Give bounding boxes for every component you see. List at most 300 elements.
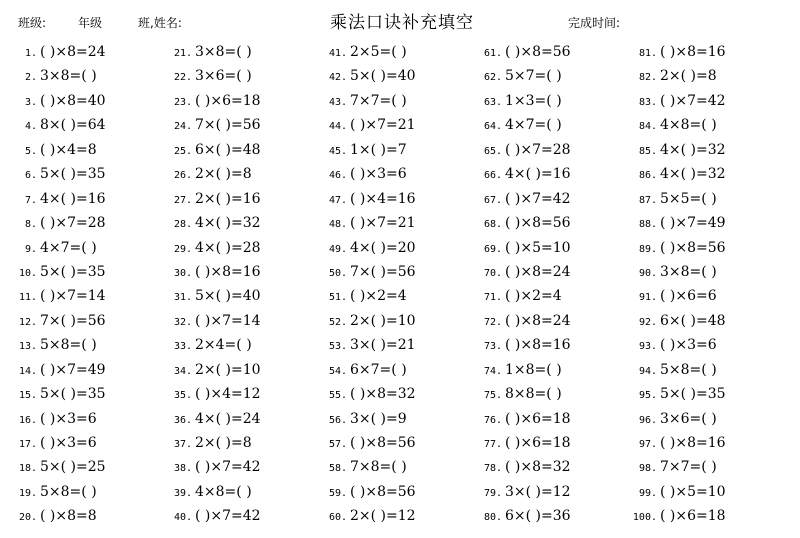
problem-number: 63.	[483, 96, 502, 108]
problem-item	[465, 431, 625, 455]
problem-equation: 6×( )=48	[660, 312, 726, 329]
problem-item	[465, 236, 625, 260]
problem-item	[465, 358, 625, 382]
problem-number: 59.	[328, 487, 347, 499]
problem-number: 78.	[483, 463, 502, 475]
problem-number: 17.	[18, 439, 37, 450]
problem-item	[620, 284, 780, 308]
problem-equation: ( )×2=4	[505, 288, 562, 305]
problem-item	[155, 40, 315, 64]
problem-item	[0, 162, 160, 186]
problem-item	[155, 162, 315, 186]
problem-number: 46.	[328, 170, 347, 182]
problem-number: 55.	[328, 390, 347, 402]
problem-equation: 7×7=( )	[660, 459, 717, 476]
problem-number: 28.	[173, 219, 192, 231]
problem-equation: 7×7=( )	[350, 92, 407, 109]
problem-number: 43.	[328, 96, 347, 108]
problem-item	[0, 309, 160, 333]
problem-equation: 3×( )=12	[505, 483, 571, 500]
problem-item	[0, 382, 160, 406]
completion-time-label: 完成时间:	[568, 16, 621, 30]
problem-item	[620, 455, 780, 479]
problem-number: 47.	[328, 194, 347, 206]
problem-number: 57.	[328, 439, 347, 450]
problem-number: 97.	[638, 439, 657, 450]
problem-equation: 2×( )=12	[350, 508, 416, 525]
problem-number: 27.	[173, 194, 192, 206]
problem-item	[620, 211, 780, 235]
problem-item	[620, 504, 780, 528]
problem-item	[465, 211, 625, 235]
problem-item	[620, 480, 780, 504]
problem-item	[0, 236, 160, 260]
problem-number: 61.	[483, 48, 502, 59]
problem-number: 86.	[638, 170, 657, 182]
problem-equation: 4×( )=20	[350, 239, 416, 256]
problem-item	[0, 504, 160, 528]
problem-equation: 5×8=( )	[40, 483, 97, 500]
problem-number: 65.	[483, 145, 502, 157]
problem-equation: ( )×4=12	[195, 386, 261, 403]
problem-equation: 2×( )=8	[195, 166, 252, 183]
problem-number: 76.	[483, 414, 502, 426]
problem-item	[155, 211, 315, 235]
problem-item	[465, 260, 625, 284]
problem-number: 80.	[483, 512, 502, 524]
problem-equation: ( )×7=42	[195, 459, 261, 476]
problem-number: 53.	[328, 341, 347, 353]
problem-number: 71.	[483, 292, 502, 304]
problem-item	[310, 480, 470, 504]
problem-equation: 2×( )=8	[195, 435, 252, 451]
problem-equation: 5×5=( )	[660, 190, 717, 207]
problem-item	[620, 187, 780, 211]
problem-number: 82.	[638, 72, 657, 84]
problem-number: 100.	[632, 512, 657, 524]
problem-item	[0, 455, 160, 479]
problem-equation: ( )×7=28	[40, 215, 106, 232]
problem-item	[620, 162, 780, 186]
problem-item	[155, 309, 315, 333]
problem-equation: ( )×6=18	[505, 435, 571, 451]
problem-equation: ( )×6=18	[505, 410, 571, 427]
problem-equation: ( )×8=24	[505, 263, 571, 280]
problem-equation: 1×8=( )	[505, 361, 562, 378]
problem-number: 87.	[638, 194, 657, 206]
problem-item	[620, 64, 780, 88]
problem-item	[155, 455, 315, 479]
problem-equation: 1×( )=7	[350, 141, 407, 158]
problem-equation: ( )×7=42	[660, 92, 726, 109]
problem-equation: 5×( )=35	[40, 166, 106, 183]
problem-equation: ( )×7=49	[660, 215, 726, 232]
problem-number: 22.	[173, 72, 192, 84]
problem-item	[310, 89, 470, 113]
problem-item	[310, 40, 470, 64]
problem-item	[155, 187, 315, 211]
problem-number: 25.	[173, 145, 192, 157]
problem-item	[0, 358, 160, 382]
problem-number: 5.	[24, 145, 37, 157]
problem-equation: 2×( )=10	[350, 312, 416, 329]
problem-item	[310, 138, 470, 162]
problem-equation: ( )×8=32	[505, 459, 571, 476]
problem-equation: 4×7=( )	[40, 239, 97, 256]
problem-equation: ( )×8=56	[350, 483, 416, 500]
problem-number: 45.	[328, 145, 347, 157]
problem-item	[0, 480, 160, 504]
problem-number: 4.	[24, 121, 37, 133]
problem-number: 54.	[328, 365, 347, 377]
problem-equation: 4×( )=16	[40, 190, 106, 207]
problem-item	[620, 309, 780, 333]
problem-item	[465, 504, 625, 528]
problem-equation: ( )×4=8	[40, 141, 97, 158]
problem-number: 41.	[328, 48, 347, 59]
problem-number: 50.	[328, 267, 347, 279]
problem-item	[155, 236, 315, 260]
problem-column-3	[310, 40, 470, 529]
class-name-label: 班,姓名:	[138, 16, 182, 30]
problem-number: 49.	[328, 243, 347, 255]
problem-equation: ( )×7=49	[40, 361, 106, 378]
problem-item	[620, 382, 780, 406]
problem-number: 36.	[173, 414, 192, 426]
problem-equation: ( )×7=42	[505, 190, 571, 207]
problem-item	[155, 358, 315, 382]
problem-equation: ( )×5=10	[505, 239, 571, 256]
problem-item	[465, 455, 625, 479]
problem-equation: ( )×8=16	[505, 337, 571, 354]
problem-item	[0, 89, 160, 113]
problem-item	[620, 89, 780, 113]
problem-equation: 3×8=( )	[660, 263, 717, 280]
problem-equation: ( )×3=6	[660, 337, 717, 354]
problem-equation: ( )×4=16	[350, 190, 416, 207]
problem-item	[310, 382, 470, 406]
problem-equation: 6×( )=36	[505, 508, 571, 525]
problem-number: 16.	[18, 414, 37, 426]
problem-number: 30.	[173, 267, 192, 279]
problem-item	[310, 407, 470, 431]
problem-equation: 6×7=( )	[350, 361, 407, 378]
problem-equation: ( )×8=56	[505, 44, 571, 60]
problem-item	[155, 333, 315, 357]
problem-item	[620, 333, 780, 357]
problem-number: 95.	[638, 390, 657, 402]
problem-item	[155, 382, 315, 406]
problem-number: 24.	[173, 121, 192, 133]
problem-column-2	[155, 40, 315, 529]
problem-item	[155, 284, 315, 308]
problem-item	[465, 64, 625, 88]
problem-equation: 5×( )=40	[195, 288, 261, 305]
problem-equation: 6×( )=48	[195, 141, 261, 158]
problem-equation: 4×( )=32	[195, 215, 261, 232]
grade-label: 年级	[78, 16, 103, 30]
problem-number: 31.	[173, 292, 192, 304]
problem-equation: 8×8=( )	[505, 386, 562, 403]
problem-item	[465, 187, 625, 211]
problem-item	[155, 431, 315, 455]
problem-equation: ( )×6=18	[660, 508, 726, 525]
problem-equation: 5×( )=35	[660, 386, 726, 403]
problem-item	[465, 333, 625, 357]
problem-item	[310, 455, 470, 479]
problem-number: 19.	[18, 487, 37, 499]
problem-equation: 7×8=( )	[350, 459, 407, 476]
problem-item	[310, 211, 470, 235]
problem-equation: ( )×5=10	[660, 483, 726, 500]
problem-number: 29.	[173, 243, 192, 255]
problem-number: 21.	[173, 48, 192, 59]
problem-equation: ( )×7=21	[350, 215, 416, 232]
problem-number: 94.	[638, 365, 657, 377]
problem-item	[310, 504, 470, 528]
problem-equation: ( )×8=24	[40, 44, 106, 60]
problem-number: 89.	[638, 243, 657, 255]
problem-equation: ( )×8=8	[40, 508, 97, 525]
problem-item	[620, 40, 780, 64]
problem-equation: 5×7=( )	[505, 68, 562, 85]
problem-item	[0, 260, 160, 284]
problem-number: 96.	[638, 414, 657, 426]
problem-number: 13.	[18, 341, 37, 353]
problem-item	[0, 284, 160, 308]
problem-equation: ( )×8=56	[350, 435, 416, 451]
problem-equation: 3×( )=9	[350, 410, 407, 427]
problem-equation: ( )×7=28	[505, 141, 571, 158]
problem-equation: 3×8=( )	[40, 68, 97, 85]
problem-number: 66.	[483, 170, 502, 182]
problem-equation: ( )×3=6	[40, 410, 97, 427]
problem-number: 84.	[638, 121, 657, 133]
problem-item	[0, 64, 160, 88]
problem-item	[310, 113, 470, 137]
problem-number: 15.	[18, 390, 37, 402]
problem-number: 52.	[328, 316, 347, 328]
problem-number: 2.	[24, 72, 37, 84]
problem-equation: 3×6=( )	[660, 410, 717, 427]
problem-number: 42.	[328, 72, 347, 84]
problem-item	[0, 138, 160, 162]
problem-number: 72.	[483, 316, 502, 328]
problem-equation: 2×5=( )	[350, 44, 407, 60]
class-label: 班级:	[18, 16, 47, 30]
problem-number: 10.	[18, 267, 37, 279]
problem-number: 91.	[638, 292, 657, 304]
problem-number: 99.	[638, 487, 657, 499]
problem-number: 79.	[483, 487, 502, 499]
problem-item	[310, 187, 470, 211]
problem-number: 88.	[638, 219, 657, 231]
problem-equation: 4×( )=28	[195, 239, 261, 256]
problem-equation: 2×( )=8	[660, 68, 717, 85]
problem-equation: 5×( )=35	[40, 263, 106, 280]
problem-equation: ( )×8=40	[40, 92, 106, 109]
problem-item	[620, 138, 780, 162]
problem-item	[620, 358, 780, 382]
problem-equation: 2×4=( )	[195, 337, 252, 354]
problem-item	[155, 480, 315, 504]
problem-number: 6.	[24, 170, 37, 182]
problem-equation: 4×( )=16	[505, 166, 571, 183]
problem-item	[620, 431, 780, 455]
problem-equation: 4×8=( )	[660, 117, 717, 134]
problem-equation: 2×( )=10	[195, 361, 261, 378]
problem-item	[465, 162, 625, 186]
problem-item	[620, 260, 780, 284]
problem-number: 67.	[483, 194, 502, 206]
problem-item	[310, 64, 470, 88]
problem-number: 60.	[328, 512, 347, 524]
problem-item	[465, 480, 625, 504]
problem-number: 51.	[328, 292, 347, 304]
problem-column-1	[0, 40, 160, 529]
problem-number: 92.	[638, 316, 657, 328]
problem-number: 64.	[483, 121, 502, 133]
problem-equation: 3×( )=21	[350, 337, 416, 354]
problem-item	[310, 309, 470, 333]
problem-equation: 5×( )=40	[350, 68, 416, 85]
problem-number: 75.	[483, 390, 502, 402]
problem-number: 37.	[173, 439, 192, 450]
problem-item	[310, 431, 470, 455]
problem-number: 35.	[173, 390, 192, 402]
problem-number: 11.	[18, 292, 37, 304]
problem-number: 18.	[18, 463, 37, 475]
problem-item	[0, 113, 160, 137]
problem-item	[155, 64, 315, 88]
problem-number: 32.	[173, 316, 192, 328]
problem-item	[465, 309, 625, 333]
problem-number: 81.	[638, 48, 657, 59]
problem-equation: 4×( )=32	[660, 141, 726, 158]
problem-equation: 7×( )=56	[40, 312, 106, 329]
problem-item	[155, 113, 315, 137]
problem-column-5	[620, 40, 780, 529]
problem-item	[620, 113, 780, 137]
problem-equation: ( )×6=18	[195, 92, 261, 109]
problem-number: 56.	[328, 414, 347, 426]
problem-number: 14.	[18, 365, 37, 377]
problem-item	[310, 236, 470, 260]
problem-equation: 7×( )=56	[350, 263, 416, 280]
problem-number: 26.	[173, 170, 192, 182]
problem-equation: ( )×3=6	[350, 166, 407, 183]
problem-number: 48.	[328, 219, 347, 231]
problem-number: 98.	[638, 463, 657, 475]
problem-equation: 2×( )=16	[195, 190, 261, 207]
problem-equation: ( )×8=24	[505, 312, 571, 329]
problem-item	[0, 333, 160, 357]
problem-equation: ( )×2=4	[350, 288, 407, 305]
problem-item	[0, 187, 160, 211]
problem-item	[0, 431, 160, 455]
problem-equation: ( )×7=14	[195, 312, 261, 329]
problem-number: 39.	[173, 487, 192, 499]
problem-item	[465, 284, 625, 308]
problem-item	[465, 407, 625, 431]
problem-equation: 5×( )=25	[40, 459, 106, 476]
problem-equation: ( )×8=16	[660, 435, 726, 451]
problem-item	[155, 260, 315, 284]
problem-equation: 7×( )=56	[195, 117, 261, 134]
problem-number: 90.	[638, 267, 657, 279]
problem-equation: 3×6=( )	[195, 68, 252, 85]
problem-equation: ( )×7=14	[40, 288, 106, 305]
problem-item	[465, 40, 625, 64]
problem-number: 58.	[328, 463, 347, 475]
problem-equation: 4×( )=24	[195, 410, 261, 427]
problem-item	[310, 162, 470, 186]
problem-equation: 5×8=( )	[40, 337, 97, 354]
problem-item	[155, 504, 315, 528]
problem-number: 77.	[483, 439, 502, 450]
problem-number: 20.	[18, 512, 37, 524]
problem-equation: 4×( )=32	[660, 166, 726, 183]
problem-equation: ( )×8=56	[660, 239, 726, 256]
problem-number: 38.	[173, 463, 192, 475]
problem-equation: ( )×8=16	[195, 263, 261, 280]
problem-item	[310, 358, 470, 382]
problem-number: 12.	[18, 316, 37, 328]
problem-item	[465, 89, 625, 113]
problem-equation: 4×7=( )	[505, 117, 562, 134]
problem-number: 33.	[173, 341, 192, 353]
problem-equation: ( )×7=21	[350, 117, 416, 134]
problem-equation: ( )×7=42	[195, 508, 261, 525]
problem-equation: ( )×8=16	[660, 44, 726, 60]
problem-item	[310, 260, 470, 284]
problem-number: 34.	[173, 365, 192, 377]
problem-equation: ( )×3=6	[40, 435, 97, 451]
problem-item	[310, 333, 470, 357]
problem-equation: ( )×8=32	[350, 386, 416, 403]
problem-item	[465, 382, 625, 406]
problem-number: 23.	[173, 96, 192, 108]
problem-equation: 3×8=( )	[195, 44, 252, 60]
problem-number: 74.	[483, 365, 502, 377]
problem-number: 40.	[173, 512, 192, 524]
problem-number: 73.	[483, 341, 502, 353]
problem-number: 3.	[24, 96, 37, 108]
problem-number: 70.	[483, 267, 502, 279]
problem-equation: 5×8=( )	[660, 361, 717, 378]
problem-equation: 1×3=( )	[505, 92, 562, 109]
problem-number: 1.	[24, 48, 37, 59]
page-title: 乘法口诀补充填空	[330, 13, 474, 33]
problem-item	[465, 138, 625, 162]
problem-item	[620, 236, 780, 260]
problem-number: 85.	[638, 145, 657, 157]
problem-item	[155, 407, 315, 431]
problem-equation: 5×( )=35	[40, 386, 106, 403]
problem-item	[0, 40, 160, 64]
problem-number: 68.	[483, 219, 502, 231]
problem-item	[155, 138, 315, 162]
problem-item	[155, 89, 315, 113]
problem-item	[620, 407, 780, 431]
problem-equation: ( )×6=6	[660, 288, 717, 305]
problem-number: 69.	[483, 243, 502, 255]
problem-item	[0, 407, 160, 431]
problem-column-4	[465, 40, 625, 529]
problem-number: 8.	[24, 219, 37, 231]
problem-equation: ( )×8=56	[505, 215, 571, 232]
problem-item	[0, 211, 160, 235]
